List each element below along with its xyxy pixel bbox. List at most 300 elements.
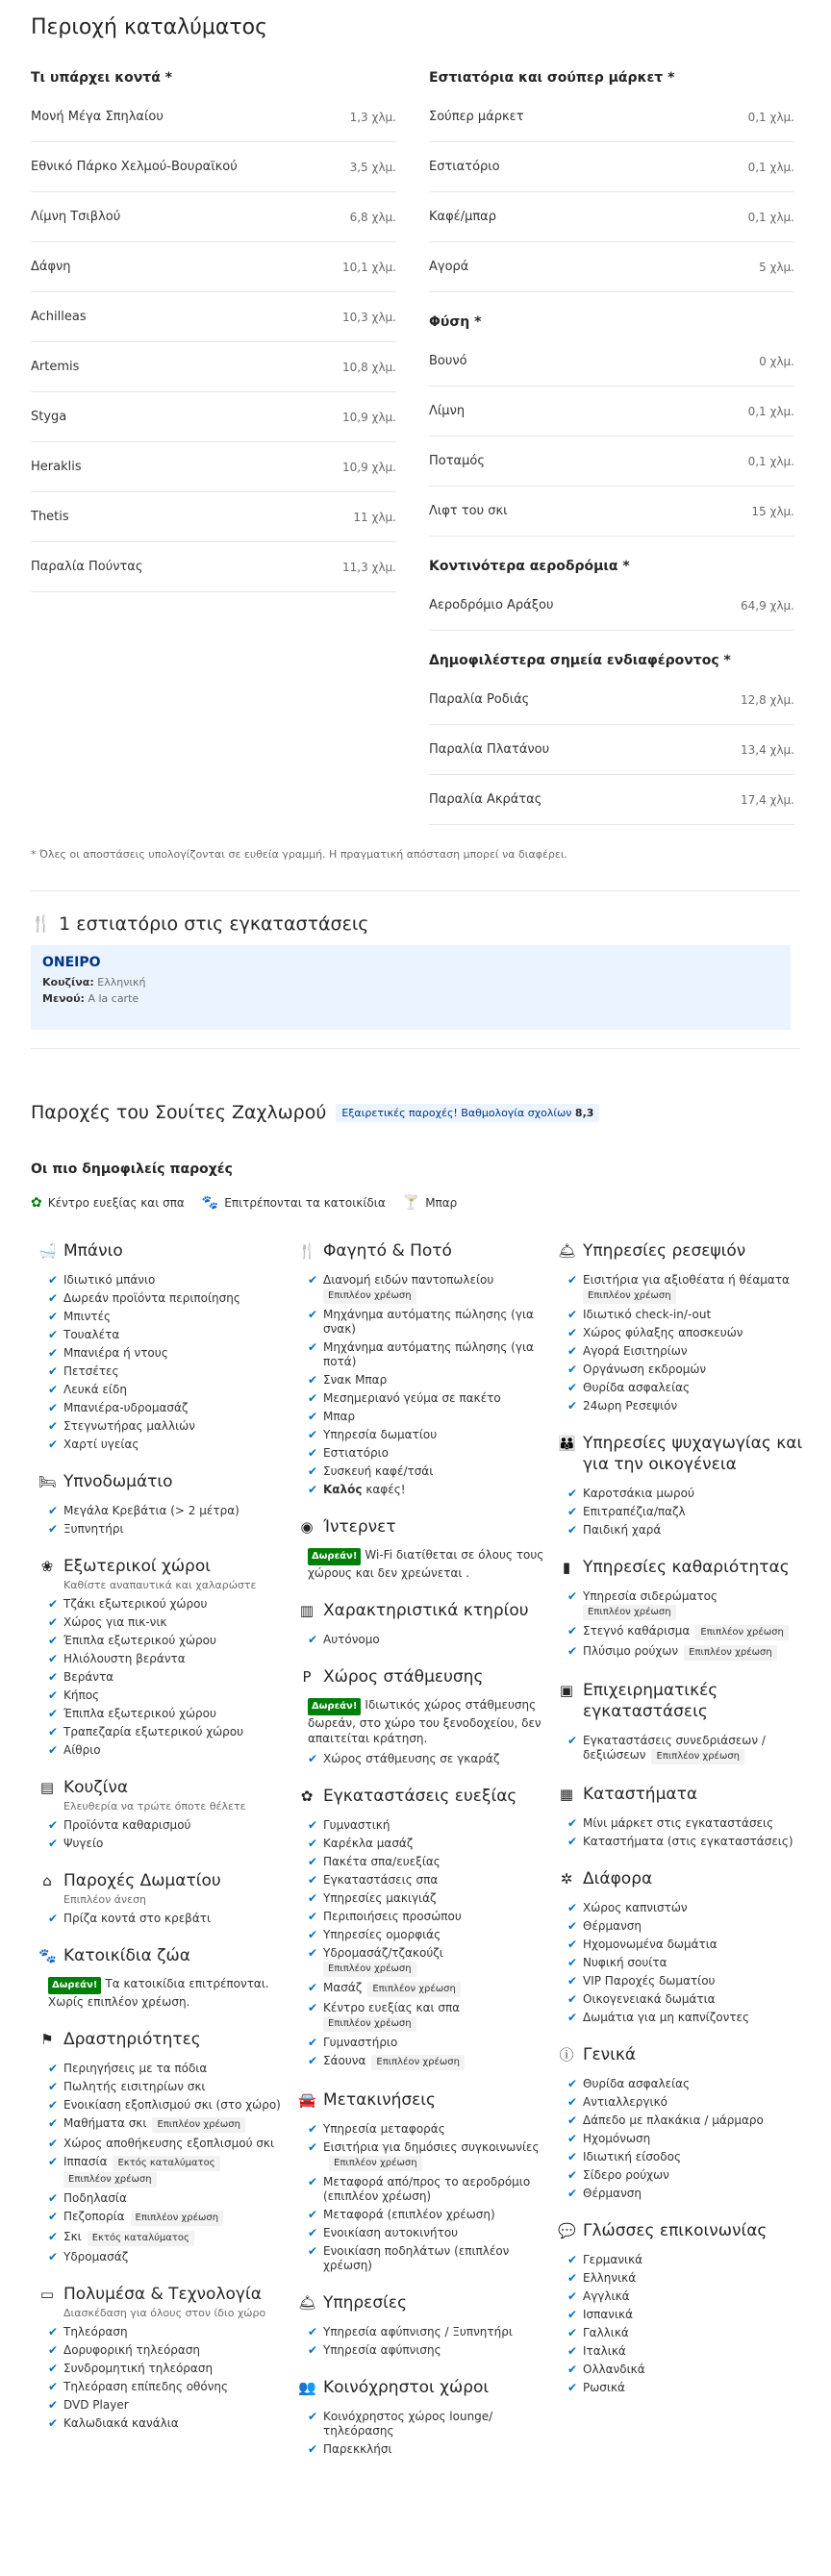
check-icon: ✔ bbox=[308, 2122, 318, 2136]
facility-item bbox=[48, 2098, 285, 2113]
item-label: Ιδιωτικό μπάνιο bbox=[63, 1273, 156, 1287]
facility-item bbox=[308, 1873, 544, 1888]
facility-item-text bbox=[583, 1644, 777, 1661]
place-distance: 64,9 χλμ. bbox=[740, 598, 794, 613]
facility-item bbox=[308, 1946, 544, 1977]
facility-item bbox=[48, 2191, 285, 2206]
check-icon: ✔ bbox=[48, 1615, 59, 1629]
distance-row bbox=[31, 192, 396, 242]
facility-item bbox=[308, 1428, 544, 1442]
facility-item-text bbox=[323, 1340, 544, 1369]
facilities-column-3 bbox=[558, 1240, 804, 2414]
facility-item bbox=[48, 2155, 285, 2188]
facility-item-text bbox=[323, 1373, 387, 1388]
facility-item bbox=[48, 1688, 285, 1703]
item-label: Ιδιωτικό check-in/-out bbox=[583, 1308, 712, 1321]
place-name: Styga bbox=[31, 410, 67, 424]
facility-group bbox=[38, 1556, 285, 1758]
facility-item-text bbox=[583, 1399, 677, 1413]
facility-item-text bbox=[63, 1707, 216, 1721]
check-icon: ✔ bbox=[308, 2343, 318, 2357]
facility-item bbox=[308, 2001, 544, 2032]
place-distance: 10,1 χλμ. bbox=[341, 260, 396, 274]
item-label: Τηλεόραση bbox=[63, 2325, 128, 2338]
facility-item bbox=[567, 2363, 804, 2377]
facility-item bbox=[567, 1523, 804, 1538]
distance-row bbox=[429, 487, 794, 537]
facility-item bbox=[567, 1589, 804, 1620]
free-note bbox=[308, 1697, 544, 1746]
item-label: Γερμανικά bbox=[583, 2253, 643, 2266]
check-icon: ✔ bbox=[48, 2250, 59, 2263]
facility-group bbox=[298, 2292, 544, 2358]
facility-item bbox=[308, 2208, 544, 2222]
facility-item bbox=[308, 1818, 544, 1833]
facility-item bbox=[567, 1956, 804, 1970]
item-label: Μεσημεριανό γεύμα σε πακέτο bbox=[323, 1391, 501, 1405]
item-label: Μπανιέρα ή ντους bbox=[63, 1346, 168, 1360]
place-name: Thetis bbox=[31, 510, 69, 524]
check-icon: ✔ bbox=[308, 2140, 318, 2154]
place-distance: 10,9 χλμ. bbox=[341, 410, 396, 424]
check-icon: ✔ bbox=[567, 2344, 578, 2358]
extra-charge-tag: Επιπλέον χρέωση bbox=[323, 1288, 416, 1304]
facility-group bbox=[558, 2044, 804, 2201]
facility-item bbox=[567, 2132, 804, 2146]
check-icon: ✔ bbox=[48, 2191, 59, 2205]
item-label: Στεγνό καθάρισμα bbox=[583, 1624, 691, 1638]
item-label: Τουαλέτα bbox=[63, 1328, 120, 1341]
item-label: Μηχάνημα αυτόματης πώλησης (για σνακ) bbox=[323, 1308, 534, 1336]
facility-group-title bbox=[38, 1471, 285, 1492]
facility-item bbox=[48, 1818, 285, 1833]
facility-item bbox=[567, 2344, 804, 2359]
facility-item-text bbox=[63, 1725, 243, 1739]
facility-item bbox=[567, 2113, 804, 2128]
place-name: Παραλία Πλατάνου bbox=[429, 742, 550, 757]
facility-item-text bbox=[583, 1816, 773, 1831]
group-title-text: Διάφορα bbox=[583, 1869, 653, 1888]
group-title-text: Υπηρεσίες ψυχαγωγίας και για την οικογένεια bbox=[583, 1434, 803, 1474]
check-icon: ✔ bbox=[48, 1707, 59, 1720]
facility-item-text bbox=[63, 1743, 101, 1758]
facility-group-title bbox=[558, 1680, 804, 1722]
popular-facility bbox=[31, 1195, 185, 1211]
check-icon: ✔ bbox=[308, 1633, 318, 1646]
facility-group-title bbox=[298, 1666, 544, 1688]
facility-item-text bbox=[583, 2168, 669, 2183]
facility-item bbox=[48, 2230, 285, 2246]
check-icon: ✔ bbox=[48, 2210, 59, 2223]
facility-item-text bbox=[323, 2122, 445, 2137]
check-icon: ✔ bbox=[308, 1410, 318, 1423]
facility-item-text bbox=[63, 1419, 195, 1434]
activity-icon: ⚑ bbox=[40, 2031, 54, 2048]
check-icon: ✔ bbox=[308, 1928, 318, 1941]
facility-item bbox=[48, 1504, 285, 1518]
shop-icon: ▦ bbox=[559, 1786, 574, 1803]
group-title-text: Υπηρεσίες καθαριότητας bbox=[583, 1558, 790, 1577]
check-icon: ✔ bbox=[308, 1873, 318, 1887]
check-icon: ✔ bbox=[308, 1910, 318, 1923]
facility-item-text bbox=[63, 1522, 124, 1537]
facility-item-text bbox=[583, 2308, 633, 2322]
item-label: Αυτόνομο bbox=[323, 1633, 380, 1646]
distance-note: * Όλες οι αποστάσεις υπολογίζονται σε ευθεία γραμμή. Η πραγματική απόσταση μπορεί να διαφέρει. bbox=[31, 848, 568, 861]
group-title-text: Παροχές Δωματίου bbox=[63, 1871, 221, 1890]
group-title-text: Δραστηριότητες bbox=[63, 2030, 201, 2049]
check-icon: ✔ bbox=[308, 1483, 318, 1496]
item-label: Ψυγείο bbox=[63, 1837, 104, 1850]
facility-item-text bbox=[63, 1328, 119, 1342]
facility-item-text bbox=[583, 1835, 793, 1849]
place-distance: 15 χλμ. bbox=[751, 504, 794, 518]
check-icon: ✔ bbox=[308, 1340, 318, 1354]
facility-group bbox=[298, 1516, 544, 1581]
business-icon: ▣ bbox=[559, 1682, 574, 1699]
facility-item bbox=[567, 2271, 804, 2286]
check-icon: ✔ bbox=[567, 1487, 578, 1500]
item-label: Ρωσικά bbox=[583, 2381, 625, 2394]
check-icon: ✔ bbox=[48, 2080, 59, 2093]
wifi-icon: ◉ bbox=[300, 1518, 314, 1536]
facility-item bbox=[567, 1505, 804, 1519]
facility-item-text bbox=[63, 1652, 186, 1666]
pet-icon: 🐾 bbox=[38, 1947, 57, 1964]
facility-item-text bbox=[583, 2363, 645, 2377]
facility-item bbox=[48, 1707, 285, 1721]
facility-group bbox=[298, 2377, 544, 2457]
facility-group-title bbox=[558, 1433, 804, 1475]
item-label: Πρίζα κοντά στο κρεβάτι bbox=[63, 1912, 212, 1925]
item-label: Σίδερο ρούχων bbox=[583, 2168, 669, 2182]
facility-item bbox=[308, 2054, 544, 2070]
facility-item bbox=[48, 2362, 285, 2376]
check-icon: ✔ bbox=[308, 1981, 318, 1994]
facility-group-title bbox=[298, 1240, 544, 1262]
facility-group bbox=[38, 2029, 285, 2264]
check-icon: ✔ bbox=[308, 2410, 318, 2423]
facility-item-text bbox=[323, 1428, 437, 1442]
group-title-text: Γενικά bbox=[583, 2045, 637, 2064]
check-icon: ✔ bbox=[48, 1725, 59, 1738]
facility-item bbox=[567, 1901, 804, 1915]
check-icon: ✔ bbox=[308, 1308, 318, 1321]
facility-item-text bbox=[323, 2410, 544, 2438]
item-label: Χώρος καπνιστών bbox=[583, 1901, 688, 1914]
check-icon: ✔ bbox=[567, 2253, 578, 2266]
check-icon: ✔ bbox=[567, 1523, 578, 1537]
item-label: Υπηρεσία αφύπνισης bbox=[323, 2343, 441, 2357]
facility-item bbox=[567, 2150, 804, 2164]
place-name: Λίμνη bbox=[429, 404, 466, 418]
item-label: Μεταφορά από/προς το αεροδρόμιο (επιπλέον χρέωση) bbox=[323, 2175, 531, 2203]
item-label: Δωμάτια για μη καπνίζοντες bbox=[583, 2011, 750, 2024]
facility-group-title bbox=[38, 1777, 285, 1798]
item-label: Πακέτα σπα/ευεξίας bbox=[323, 1855, 441, 1868]
item-label: Ηλιόλουστη βεράντα bbox=[63, 1652, 186, 1665]
group-subtitle: Επιπλέον άνεση bbox=[63, 1893, 147, 1906]
check-icon: ✔ bbox=[48, 1273, 59, 1287]
people-icon: 👥 bbox=[298, 2379, 316, 2396]
facility-item bbox=[567, 1363, 804, 1377]
spa-icon: ✿ bbox=[31, 1195, 42, 1211]
item-label: Καλωδιακά κανάλια bbox=[63, 2416, 179, 2430]
distance-row bbox=[31, 92, 396, 142]
facilities-column-2 bbox=[298, 1240, 544, 2476]
facility-group-title bbox=[38, 1556, 285, 1577]
building-icon: ▥ bbox=[299, 1602, 315, 1619]
restaurant-name[interactable]: ΟΝΕΙΡΟ bbox=[42, 955, 101, 970]
item-label: Χώρος στάθμευσης σε γκαράζ bbox=[323, 1752, 500, 1765]
facility-item bbox=[48, 1438, 285, 1452]
facility-item-text bbox=[583, 1589, 718, 1620]
item-label: Έπιπλα εξωτερικού χώρου bbox=[63, 1707, 216, 1720]
facility-item bbox=[48, 1346, 285, 1361]
place-distance: 12,8 χλμ. bbox=[740, 692, 794, 707]
facility-item-text bbox=[583, 1273, 790, 1304]
cuisine-line: Κουζίνα: Ελληνική bbox=[42, 976, 146, 988]
item-label: Πλύσιμο ρούχων bbox=[583, 1644, 679, 1658]
item-label: Καροτσάκια μωρού bbox=[583, 1487, 694, 1500]
facility-item bbox=[308, 1981, 544, 1997]
right-distance-column bbox=[429, 63, 794, 825]
facility-item bbox=[308, 2442, 544, 2457]
item-label: Θυρίδα ασφαλείας bbox=[583, 2077, 691, 2090]
facility-item bbox=[48, 1837, 285, 1851]
facility-group-title bbox=[558, 1557, 804, 1578]
place-name: Παραλία Ακράτας bbox=[429, 792, 542, 807]
facility-item-text bbox=[323, 1946, 443, 1977]
check-icon: ✔ bbox=[567, 1589, 578, 1603]
item-label: Εστιατόριο bbox=[323, 1446, 389, 1460]
facility-item-text bbox=[323, 2140, 544, 2171]
facility-item-text bbox=[63, 2230, 194, 2246]
item-label: Σάουνα bbox=[323, 2054, 366, 2067]
distance-row bbox=[429, 387, 794, 437]
facility-item bbox=[48, 2325, 285, 2339]
item-label: Περιηγήσεις με τα πόδια bbox=[63, 2062, 208, 2075]
facility-item bbox=[48, 1522, 285, 1537]
facility-item bbox=[567, 1344, 804, 1359]
check-icon: ✔ bbox=[567, 2381, 578, 2394]
place-name: Δάφνη bbox=[31, 260, 71, 274]
group-title-text: Χαρακτηριστικά κτηρίου bbox=[323, 1601, 529, 1620]
tv-icon: ▭ bbox=[39, 2286, 55, 2303]
check-icon: ✔ bbox=[48, 2380, 59, 2393]
item-label: Υδρομασάζ/τζακούζι bbox=[323, 1946, 443, 1960]
item-label: Εγκαταστάσεις συνεδριάσεων / δεξιώσεων bbox=[583, 1734, 766, 1762]
facility-item-text bbox=[583, 2187, 642, 2201]
cutlery-icon: 🍴 bbox=[31, 914, 52, 934]
check-icon: ✔ bbox=[308, 1464, 318, 1478]
facility-item-text bbox=[323, 1910, 462, 1924]
check-icon: ✔ bbox=[567, 1974, 578, 1988]
facility-item bbox=[567, 1381, 804, 1395]
cocktail-icon: 🍸 bbox=[402, 1195, 420, 1211]
distance-row bbox=[429, 675, 794, 725]
facility-item-text bbox=[323, 1752, 499, 1766]
check-icon: ✔ bbox=[308, 2175, 318, 2188]
facility-group bbox=[558, 1240, 804, 1413]
place-name: Λίμνη Τσιβλού bbox=[31, 210, 121, 224]
facility-item-text bbox=[323, 1446, 389, 1461]
facility-item-text bbox=[583, 2095, 667, 2110]
check-icon: ✔ bbox=[48, 1743, 59, 1757]
facility-item-text bbox=[63, 2343, 200, 2358]
group-title-text: Κουζίνα bbox=[63, 1778, 129, 1797]
item-label: VIP Παροχές δωματίου bbox=[583, 1974, 716, 1988]
kitchen-icon: ▤ bbox=[39, 1779, 55, 1796]
facility-item bbox=[308, 2325, 544, 2339]
check-icon: ✔ bbox=[567, 1308, 578, 1321]
place-distance: 0,1 χλμ. bbox=[747, 454, 794, 468]
check-icon: ✔ bbox=[48, 1670, 59, 1684]
facility-item-text bbox=[323, 2244, 544, 2273]
item-label: Αίθριο bbox=[63, 1743, 101, 1757]
group-title-text: Ίντερνετ bbox=[323, 1517, 396, 1537]
facility-item bbox=[308, 1855, 544, 1869]
check-icon: ✔ bbox=[567, 1624, 578, 1638]
item-label: Χαρτί υγείας bbox=[63, 1438, 139, 1451]
item-label: Ηχομονωμένα δωμάτια bbox=[583, 1938, 718, 1951]
tree-icon: ❀ bbox=[40, 1558, 54, 1575]
facility-item-text bbox=[323, 1855, 441, 1869]
popular-facilities-row bbox=[31, 1195, 457, 1211]
facility-item-text bbox=[583, 2344, 626, 2359]
free-note-text: Τα κατοικίδια επιτρέπονται. Χωρίς επιπλέον χρέωση. bbox=[48, 1977, 269, 2009]
facility-group-title bbox=[38, 2029, 285, 2050]
facility-item-text bbox=[323, 1981, 461, 1997]
item-label: Θυρίδα ασφαλείας bbox=[583, 1381, 691, 1394]
airports-heading: Κοντινότερα αεροδρόμια * bbox=[429, 559, 630, 574]
item-label: Παρεκκλήσι bbox=[323, 2442, 392, 2456]
free-note bbox=[48, 1976, 285, 2010]
facility-group bbox=[558, 1784, 804, 1849]
item-label: Στεγνωτήρας μαλλιών bbox=[63, 1419, 195, 1433]
group-title-text: Κατοικίδια ζώα bbox=[63, 1946, 190, 1965]
extra-charge-tag: Εκτός καταλύματος bbox=[113, 2156, 219, 2171]
group-title-text: Υπηρεσίες bbox=[323, 2293, 408, 2313]
facility-group bbox=[558, 1433, 804, 1538]
facility-group bbox=[298, 1600, 544, 1647]
item-label: Ιππασία bbox=[63, 2155, 108, 2168]
check-icon: ✔ bbox=[48, 1438, 59, 1451]
facility-group-title bbox=[298, 2089, 544, 2111]
facility-item bbox=[567, 1835, 804, 1849]
item-label: Θέρμανση bbox=[583, 1919, 642, 1933]
popular-facility-label: Επιτρέπονται τα κατοικίδια bbox=[224, 1196, 386, 1210]
check-icon: ✔ bbox=[308, 1428, 318, 1441]
distance-row bbox=[31, 242, 396, 292]
check-icon: ✔ bbox=[567, 2011, 578, 2024]
facility-item-text bbox=[583, 2113, 764, 2128]
facility-item-text bbox=[583, 1938, 718, 1952]
item-label: Μεγάλα Κρεβάτια (> 2 μέτρα) bbox=[63, 1504, 239, 1517]
facility-item bbox=[308, 1340, 544, 1369]
check-icon: ✔ bbox=[308, 1752, 318, 1765]
nature-heading: Φύση * bbox=[429, 314, 482, 330]
check-icon: ✔ bbox=[567, 1938, 578, 1951]
place-distance: 0,1 χλμ. bbox=[747, 404, 794, 418]
facility-item-text bbox=[323, 2036, 397, 2050]
extra-charge-tag: Επιπλέον χρέωση bbox=[63, 2172, 157, 2188]
item-label: Οργάνωση εκδρομών bbox=[583, 1363, 707, 1376]
place-name: Βουνό bbox=[429, 354, 467, 368]
item-label: Υπηρεσία μεταφοράς bbox=[323, 2122, 445, 2136]
facility-item-text bbox=[63, 2191, 127, 2206]
check-icon: ✔ bbox=[48, 1818, 59, 1832]
check-icon: ✔ bbox=[308, 2244, 318, 2258]
distance-row bbox=[31, 342, 396, 392]
facility-group-title bbox=[558, 1240, 804, 1262]
item-label: Ισπανικά bbox=[583, 2308, 634, 2321]
facility-group-title bbox=[298, 2292, 544, 2313]
place-distance: 6,8 χλμ. bbox=[349, 210, 396, 224]
item-label: Οικογενειακά δωμάτια bbox=[583, 1992, 716, 2006]
item-label: Ηχομόνωση bbox=[583, 2132, 651, 2145]
facilities-column-1 bbox=[38, 1240, 285, 2450]
facility-item bbox=[308, 1483, 544, 1497]
info-icon: ⓘ bbox=[559, 2046, 574, 2063]
distance-row bbox=[429, 92, 794, 142]
item-label: Μπαρ bbox=[323, 1410, 356, 1423]
facility-item-text bbox=[583, 2271, 636, 2286]
item-label: Λευκά είδη bbox=[63, 1383, 127, 1396]
check-icon: ✔ bbox=[567, 2113, 578, 2127]
extra-charge-tag: Επιπλέον χρέωση bbox=[371, 2055, 465, 2070]
group-subtitle: Ελευθερία να τρώτε όποτε θέλετε bbox=[63, 1800, 246, 1813]
facility-item bbox=[48, 1634, 285, 1648]
facility-item bbox=[308, 1837, 544, 1851]
distance-row bbox=[429, 192, 794, 242]
check-icon: ✔ bbox=[48, 1328, 59, 1341]
facility-item-text bbox=[63, 2416, 179, 2431]
nearby-column bbox=[31, 63, 396, 592]
place-name: Αεροδρόμιο Αράξου bbox=[429, 598, 554, 613]
facility-item-text bbox=[323, 2226, 458, 2240]
distance-row bbox=[429, 337, 794, 387]
facility-item-text bbox=[323, 1483, 406, 1497]
facility-group-title bbox=[298, 1516, 544, 1538]
facility-item bbox=[48, 1615, 285, 1630]
facility-item bbox=[48, 2343, 285, 2358]
check-icon: ✔ bbox=[48, 1291, 59, 1305]
check-icon: ✔ bbox=[567, 1992, 578, 2006]
distance-row bbox=[31, 142, 396, 192]
check-icon: ✔ bbox=[48, 1346, 59, 1360]
distance-row bbox=[31, 442, 396, 492]
facility-item-text bbox=[63, 1688, 99, 1703]
item-label: Σνακ Μπαρ bbox=[323, 1373, 388, 1387]
facility-item bbox=[567, 1938, 804, 1952]
facility-group bbox=[558, 1680, 804, 1764]
item-label: Δωρεάν προϊόντα περιποίησης bbox=[63, 1291, 240, 1305]
facility-item-text bbox=[63, 2325, 128, 2339]
facility-item bbox=[567, 1734, 804, 1764]
group-title-text: Εξωτερικοί χώροι bbox=[63, 1557, 211, 1576]
facility-item bbox=[48, 1725, 285, 1739]
facility-group bbox=[38, 1870, 285, 1926]
item-label: Έπιπλα εξωτερικού χώρου bbox=[63, 1634, 216, 1647]
facility-group-title bbox=[38, 1945, 285, 1966]
facility-item bbox=[567, 2168, 804, 2183]
facility-item bbox=[48, 1597, 285, 1612]
place-name: Σούπερ μάρκετ bbox=[429, 110, 524, 124]
facility-group bbox=[298, 1786, 544, 2070]
facility-item-text bbox=[63, 2062, 207, 2076]
item-label: Τραπεζαρία εξωτερικού χώρου bbox=[63, 1725, 244, 1738]
